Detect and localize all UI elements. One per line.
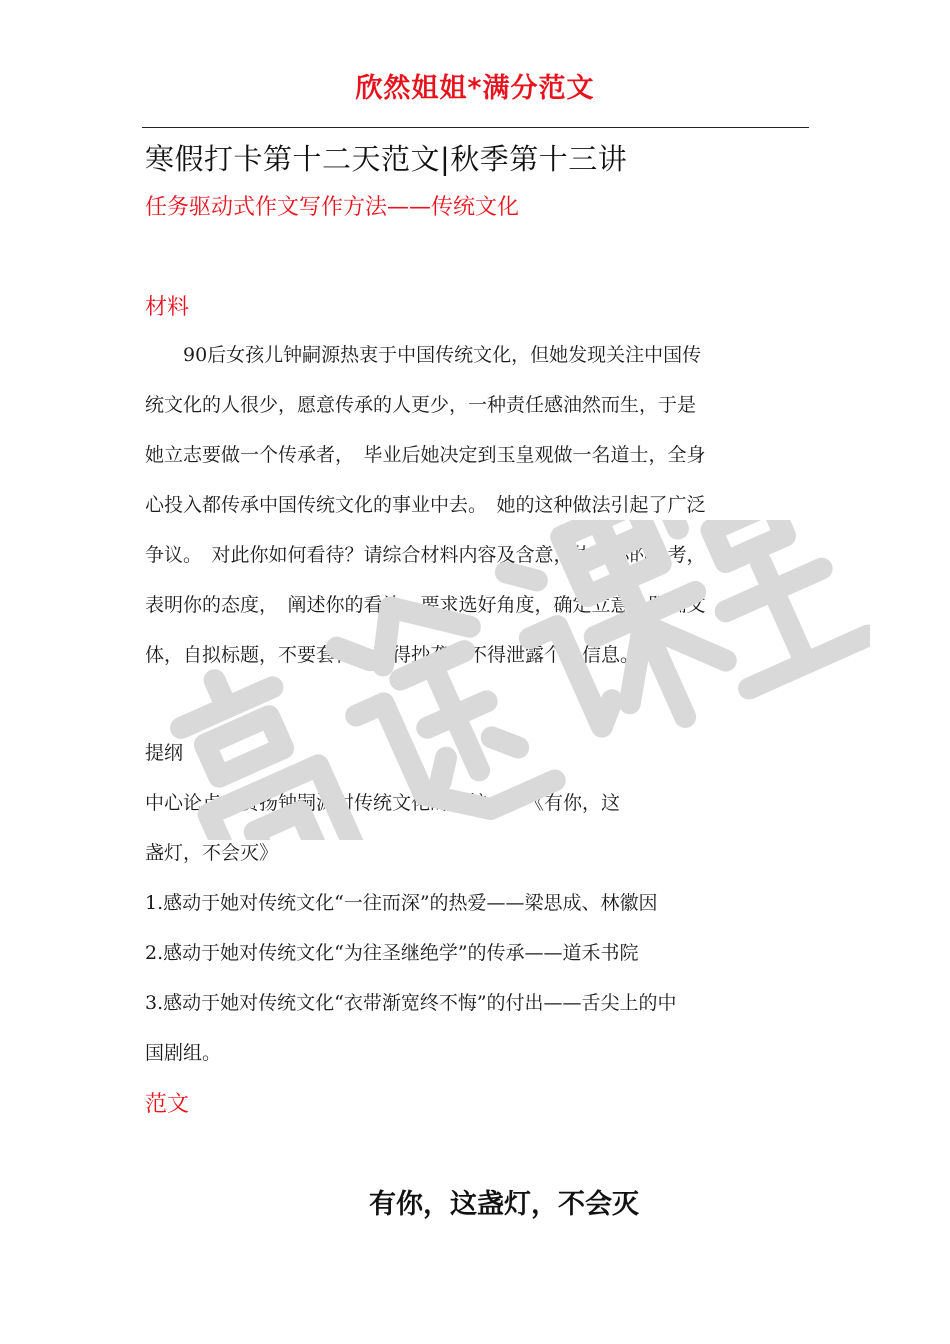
- outline-line: 2.感动于她对传统文化“为往圣继绝学”的传承——道禾书院: [145, 942, 639, 964]
- outline-line: 中心论点：赞扬钟嗣源对传统文化的守护——《有你，这: [145, 792, 621, 814]
- sample-heading: 范文: [145, 1092, 190, 1117]
- document-subtitle: 任务驱动式作文写作方法——传统文化: [145, 195, 520, 220]
- outline-line: 3.感动于她对传统文化“衣带渐宽终不悔”的付出——舌尖上的中: [145, 992, 677, 1014]
- outline-line: 1.感动于她对传统文化“一往而深”的热爱——梁思成、林徽因: [145, 892, 658, 914]
- material-line: 统文化的人很少，愿意传承的人更少，一种责任感油然而生，于是: [145, 394, 697, 416]
- essay-title: 有你，这盏灯，不会灭: [369, 1189, 639, 1220]
- outline-line: 盏灯，不会灭》: [145, 842, 279, 864]
- material-line: 表明你的态度， 阐述你的看法。要求选好角度，确定立意，明确文: [145, 594, 706, 616]
- material-line: 心投入都传承中国传统文化的事业中去。 她的这种做法引起了广泛: [145, 494, 706, 516]
- material-heading: 材料: [145, 295, 190, 320]
- material-line: 争议。 对此你如何看待？请综合材料内容及含意，体现你的思考，: [145, 544, 706, 566]
- material-line: 90后女孩儿钟嗣源热衷于中国传统文化，但她发现关注中国传: [145, 344, 702, 366]
- outline-line: 国剧组。: [145, 1042, 222, 1064]
- outline-heading: 提纲: [145, 742, 184, 764]
- material-line: 体，自拟标题，不要套作，不得抄袭，不得泄露个人信息。: [145, 644, 640, 666]
- material-line: 她立志要做一个传承者， 毕业后她决定到玉皇观做一名道士，全身: [145, 444, 706, 466]
- header-brand: 欣然姐姐*满分范文: [355, 73, 595, 104]
- document-title: 寒假打卡第十二天范文|秋季第十三讲: [145, 142, 628, 176]
- header-divider: [142, 127, 809, 128]
